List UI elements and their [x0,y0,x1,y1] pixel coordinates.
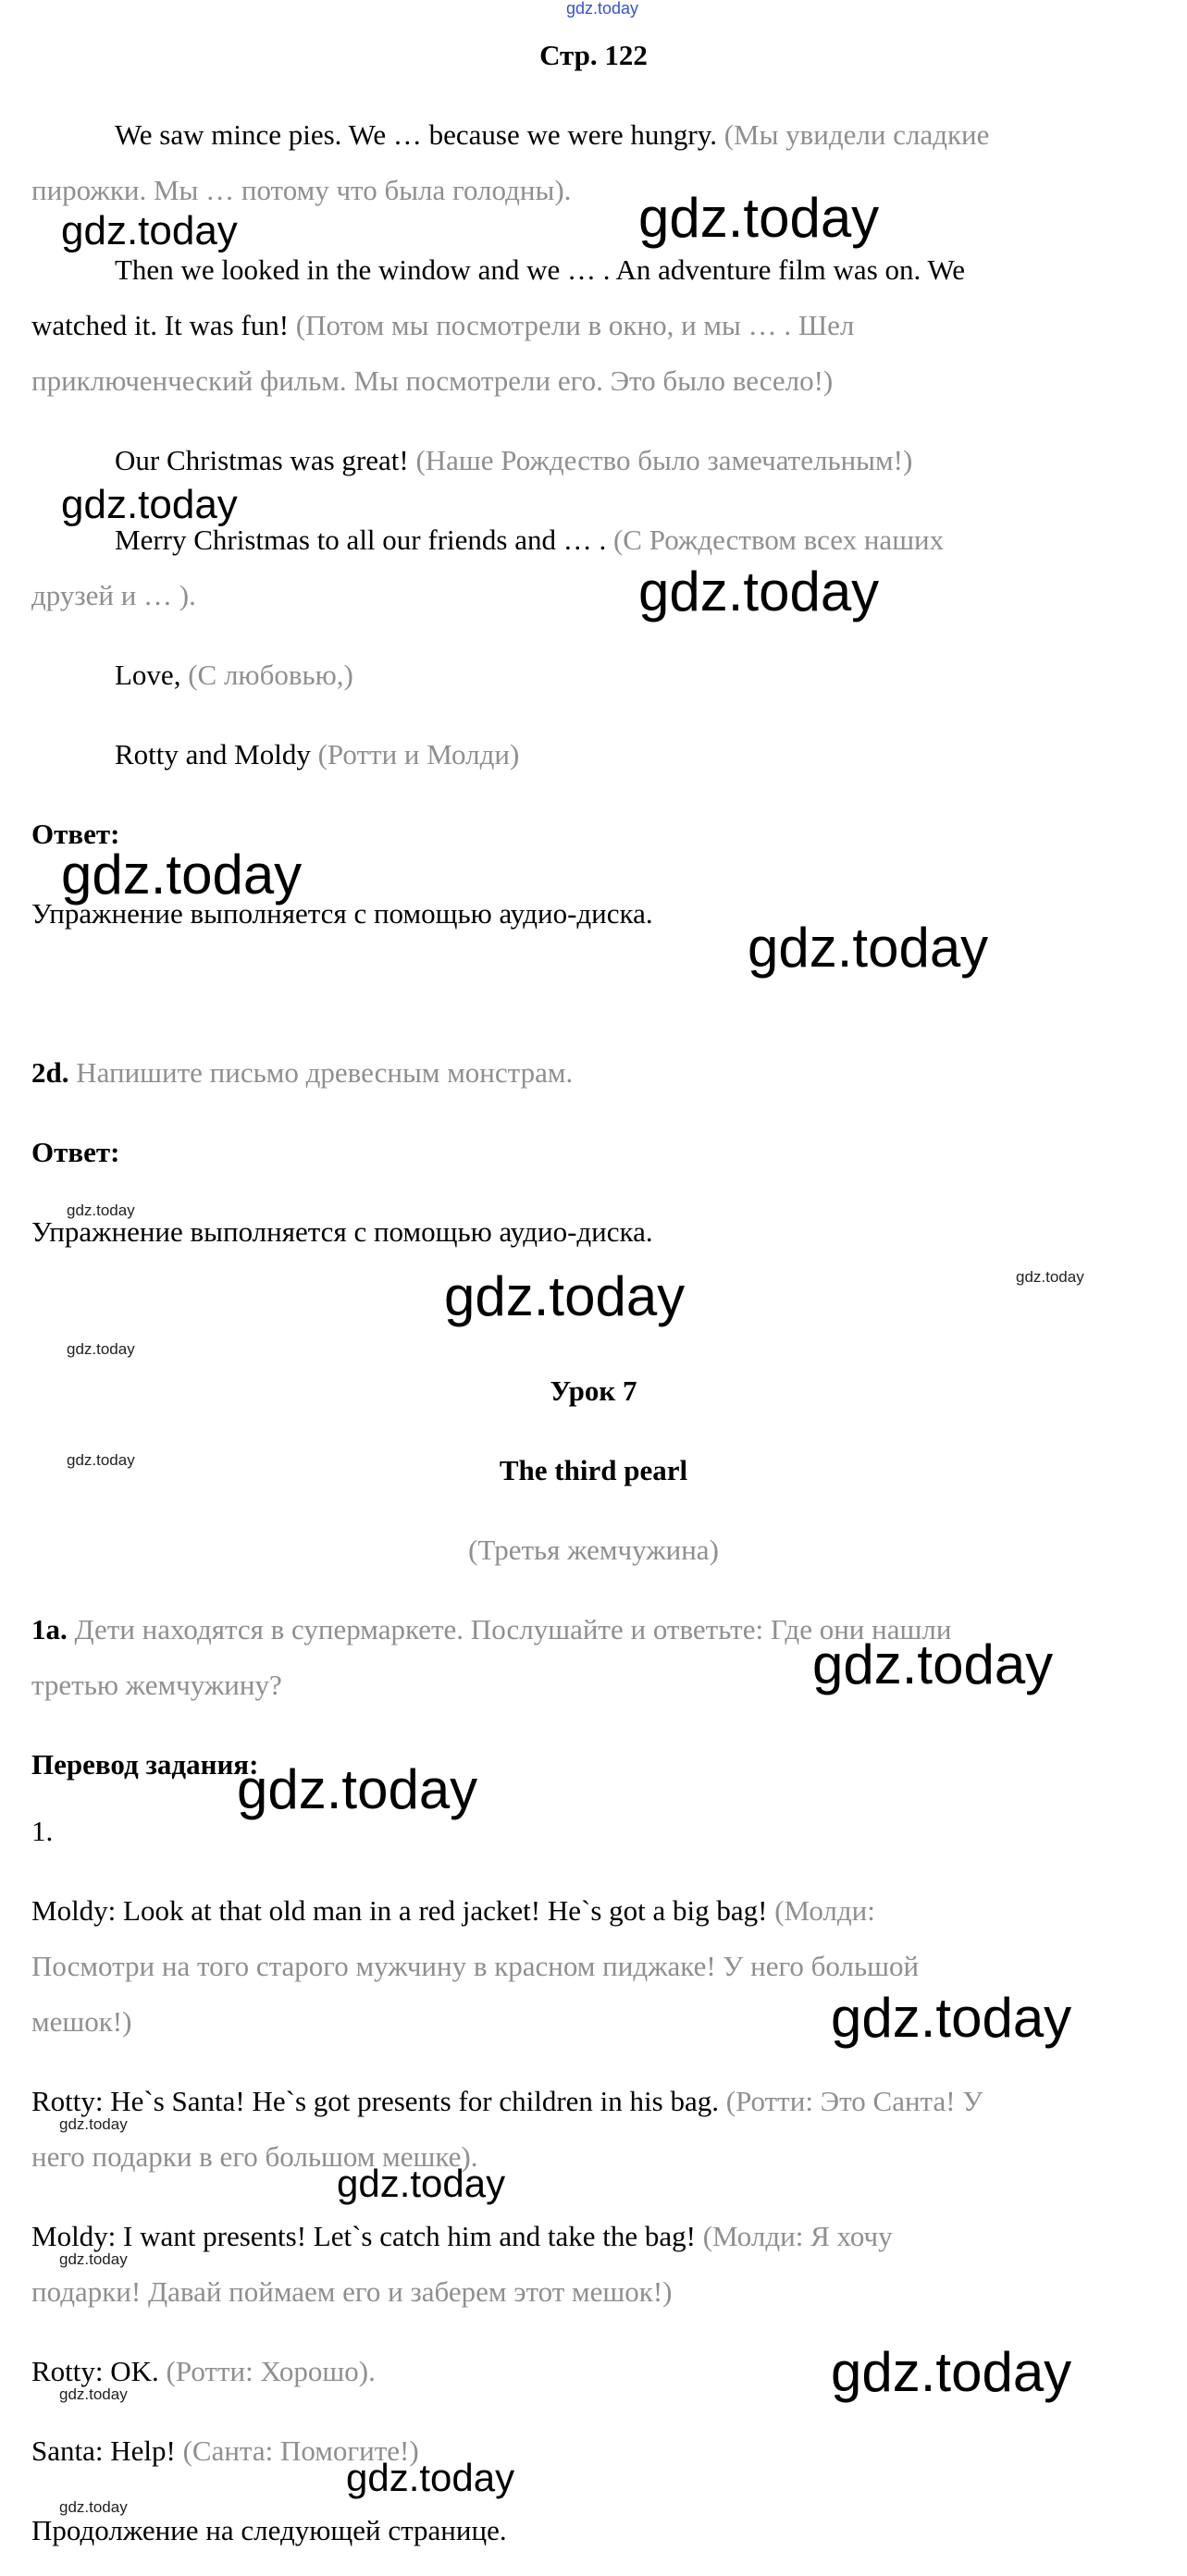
task-number: 1a. [31,1613,68,1645]
text-ru: (Молди: [774,1894,875,1927]
answer-text-2: Упражнение выполняется с помощью аудио-диска. [31,1215,653,1248]
watermark: gdz.today [638,187,880,249]
watermark-small: gdz.today [67,1202,135,1219]
text-en: We saw mince pies. We … because we were hungry. [115,118,717,151]
item-number: 1. [31,1815,54,1847]
lesson-title: Урок 7 [550,1374,637,1407]
watermark: gdz.today [346,2456,515,2499]
task-text: Дети находятся в супермаркете. Послушайте и ответьте: Где они нашли [74,1613,952,1645]
answer-label-2: Ответ: [31,1136,120,1168]
dialogue-line-1-cont: Посмотри на того старого мужчину в красном пиджаке! У него большой [31,1950,920,1982]
paragraph-2-cont2: приключенческий фильм. Мы посмотрели его. Это было весело!) [31,364,834,397]
watermark: gdz.today [812,1633,1054,1695]
paragraph-2-cont [31,311,854,339]
watermark-small: gdz.today [59,2115,128,2133]
dialogue-line-3 [31,2222,893,2250]
text-en: Rotty and Moldy [115,738,311,770]
text-ru: (Ротти: Это Санта! У [725,2085,983,2117]
watermark-small: gdz.today [59,2498,128,2516]
paragraph-5 [115,660,353,689]
task-2d [31,1058,573,1087]
text-ru: (Ротти: Хорошо). [166,2355,376,2387]
text-en: Rotty: He`s Santa! He`s got presents for children in his bag. [31,2085,719,2117]
paragraph-3 [115,446,912,475]
paragraph-2: Then we looked in the window and we … . An adventure film was on. We [115,253,965,286]
answer-text-1: Упражнение выполняется с помощью аудио-диска. [31,897,653,930]
watermark: gdz.today [831,2341,1072,2403]
dialogue-line-2-cont: него подарки в его большом мешке). [31,2140,478,2173]
task-1a-cont: третью жемчужину? [31,1669,282,1701]
watermark: gdz.today [61,482,238,527]
answer-label-1: Ответ: [31,818,120,850]
lesson-subtitle: The third pearl [499,1454,688,1486]
text-ru: (С Рождеством всех наших [612,524,945,556]
dialogue-line-4 [31,2357,376,2385]
text-ru: (Санта: Помогите!) [182,2434,419,2467]
dialogue-line-1-cont2: мешок!) [31,2005,132,2038]
watermark: gdz.today [638,561,880,622]
paragraph-6 [115,740,519,769]
watermark-small: gdz.today [67,1340,135,1358]
paragraph-4-cont: друзей и … ). [31,579,196,611]
continuation-note: Продолжение на следующей странице. [31,2514,507,2546]
text-en: Merry Christmas to all our friends and … . [115,524,607,556]
paragraph-1-cont: пирожки. Мы … потому что была голодны). [31,174,572,206]
watermark: gdz.today [337,2162,506,2205]
dialogue-line-3-cont: подарки! Давай поймаем его и заберем этот мешок!) [31,2275,673,2308]
watermark: gdz.today [61,208,238,253]
watermark-small: gdz.today [67,1451,135,1469]
text-en: Santa: Help! [31,2434,176,2467]
watermark-small: gdz.today [59,2250,128,2268]
watermark-small: gdz.today [1016,1268,1084,1286]
text-ru: (Мы увидели сладкие [723,118,990,151]
text-en: Our Christmas was great! [115,444,409,476]
task-text: Напишите письмо древесным монстрам. [76,1056,574,1089]
paragraph-1 [115,120,989,149]
text-en: Moldy: Look at that old man in a red jacket! He`s got a big bag! [31,1894,768,1927]
text-ru: (Ротти и Молди) [317,738,520,770]
watermark-top: gdz.today [566,0,639,18]
text-ru: (Потом мы посмотрели в окно, и мы … . Шел [295,309,855,341]
watermark: gdz.today [831,1987,1072,2049]
text-en: watched it. It was fun! [31,309,290,341]
watermark: gdz.today [237,1758,478,1820]
watermark: gdz.today [444,1265,686,1327]
text-ru: (С любовью,) [188,659,353,691]
lesson-subtitle-ru: (Третья жемчужина) [468,1534,719,1566]
translation-label: Перевод задания: [31,1748,259,1781]
dialogue-line-1 [31,1896,875,1925]
task-number: 2d. [31,1056,69,1089]
paragraph-4 [115,525,944,554]
text-en: Rotty: OK. [31,2355,159,2387]
text-ru: (Молди: Я хочу [702,2220,893,2252]
dialogue-line-2 [31,2087,983,2115]
watermark-small: gdz.today [59,2385,128,2403]
watermark: gdz.today [61,844,303,906]
page-header: Стр. 122 [539,39,648,71]
watermark: gdz.today [748,917,989,979]
text-ru: (Наше Рождество было замечательным!) [415,444,913,476]
text-en: Love, [115,659,181,691]
text-en: Moldy: I want presents! Let`s catch him and take the bag! [31,2220,696,2252]
